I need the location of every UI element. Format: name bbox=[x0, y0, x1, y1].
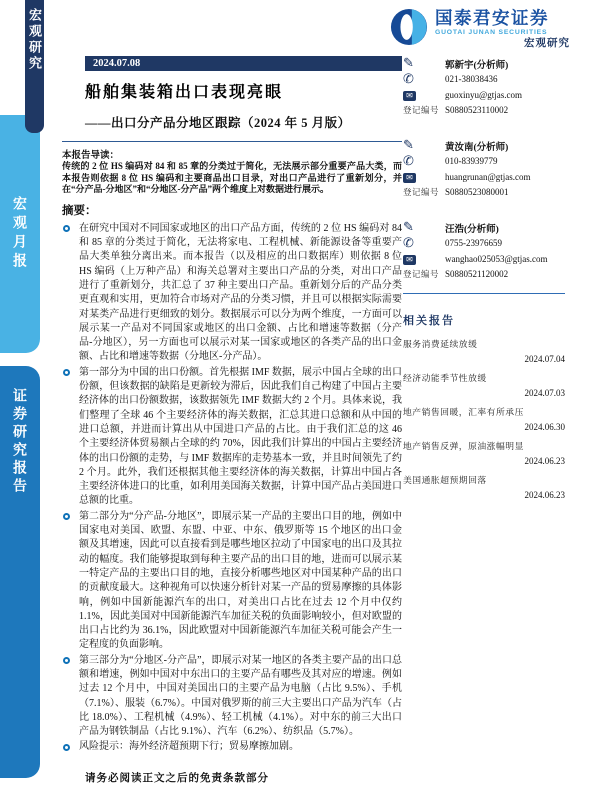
report-subtitle: ——出口分产品分地区跟踪（2024 年 5 月版） bbox=[85, 116, 351, 130]
brand-name-en: GUOTAI JUNAN SECURITIES bbox=[435, 29, 548, 36]
sidebar-tab-label: 宏观月报 bbox=[12, 196, 28, 272]
bullet-icon bbox=[63, 369, 70, 376]
analyst-phone: 021-38038436 bbox=[445, 74, 498, 85]
related-report-title: 经济动能季节性放缓 bbox=[403, 373, 487, 383]
sidebar-tab-label: 证券研究报告 bbox=[12, 388, 28, 496]
related-report-title: 服务消费延续放缓 bbox=[403, 339, 478, 349]
analyst-email: guoxinyu@gtjas.com bbox=[445, 89, 523, 100]
related-report-item bbox=[403, 337, 565, 364]
pen-icon: ✎ bbox=[403, 219, 414, 235]
bullet-text: 第三部分为“分地区-分产品”，即展示对某一地区的各类主要产品的出口总额和增速，例如中国对中东出口的主要产品有哪些及其对应的增速。例如过去 12 个月中，中国对美国出口的主要产品为电脑（占比 9.5%）、手机（7.1%）、服装（6.7%）。中国对俄罗斯的前三大主要出口产品为汽车（占比 18.0%）、工程机械（4.9%）、轻工机械（4.1%）。对中东的前三大出口产品为钢铁制品（占比 9.1%）、汽车（6.2%）、纺织品（5.7%）。 bbox=[79, 654, 402, 738]
sidebar-tab-macro-research bbox=[25, 0, 44, 133]
analyst-email: huangrunan@gtjas.com bbox=[445, 171, 531, 182]
abstract-label: 摘要： bbox=[62, 204, 97, 217]
analyst-name: 郭新宇(分析师) bbox=[445, 60, 509, 71]
phone-icon: ✆ bbox=[403, 152, 414, 168]
intro-text: 传统的 2 位 HS 编码对 84 和 85 章的分类过于简化，无法展示部分重要产品大类，而本报告则依据 8 位 HS 编码和主要商品出口目录，对出口产品进行了重新划分，并在“分产品-分地区”和“分地区-分产品”两个维度上对数据进行展示。 bbox=[62, 161, 402, 195]
sidebar-tab-securities-report bbox=[0, 366, 40, 778]
report-date-banner: 2024.07.08 bbox=[85, 56, 402, 71]
analyst-name: 黄汝南(分析师) bbox=[445, 142, 509, 153]
bullet-text: 第一部分为中国的出口份额。首先根据 IMF 数据，展示中国占全球的出口份额，但该数据的缺陷是更新较为滞后，因此我们自己构建了中国占主要经济体的出口份额数据，该数据领先 IMF 数据大约 2 个月。具体来说，我们整理了全球 46 个主要经济体的海关数据，汇总其进口总额和从中国的进口总额，并进而计算出从中国进口产品的占比。由于我们汇总的这 46 个主要经济体贸易额占全球的约 70%，因此我们计算出的中国占主要经济体的出口份额的走势，与 IMF 数据库的走势基本一致，并且时间领先了约 2 个月。此外，我们还根据其他主要经济体的海关数据，计算出中国占各主要经济体进口的比重，如利用美国海关数据，计算中国产品占美国进口总额的比重。 bbox=[79, 366, 402, 507]
pen-icon: ✎ bbox=[403, 55, 414, 71]
analyst-email: wanghao025053@gtjas.com bbox=[445, 253, 548, 264]
summary-bullet bbox=[62, 366, 402, 509]
related-report-title: 地产销售回暖，汇率有所承压 bbox=[403, 407, 524, 417]
pen-icon: ✎ bbox=[403, 137, 414, 153]
related-report-date: 2024.06.30 bbox=[524, 422, 565, 432]
report-section-label: 宏观研究 bbox=[524, 38, 570, 49]
intro-label: 本报告导读： bbox=[62, 151, 120, 161]
analyst-phone: 0755-23976659 bbox=[445, 238, 502, 249]
summary-bullet-list bbox=[62, 222, 402, 755]
bullet-icon bbox=[63, 225, 70, 232]
title-divider bbox=[62, 141, 402, 142]
registration-label: 登记编号 bbox=[403, 105, 440, 116]
right-column bbox=[403, 56, 565, 507]
mail-icon: ✉ bbox=[403, 89, 445, 101]
related-reports-heading: 相关报告 bbox=[403, 315, 455, 327]
report-title: 船舶集装箱出口表现亮眼 bbox=[85, 84, 284, 101]
registration-number: S0880523110002 bbox=[445, 105, 509, 116]
right-column-divider bbox=[403, 293, 565, 294]
related-report-date: 2024.06.23 bbox=[524, 490, 565, 500]
analyst-name: 汪浩(分析师) bbox=[445, 224, 499, 235]
disclaimer-footer: 请务必阅读正文之后的免责条款部分 bbox=[85, 773, 269, 784]
bullet-text: 第二部分为“分产品-分地区”，即展示某一产品的主要出口目的地，例如中国家电对美国、欧盟、东盟、中亚、中东、俄罗斯等 15 个地区的出口金额及其增速，因此可以直接看到是哪些地区拉动了中国家电的出口及其拉动的幅度。我们能够提取到每种主要产品的出口目的地，进而可以展示某一特定产品的主要出口目的地，直接分析哪些地区对中国某种产品的出口的贡献度最大。这种视角可以快速分析针对某一产品的贸易摩擦的具体影响，例如中国新能源汽车的出口，对美出口占比在过去 12 个月中仅约 1.1%，因此美国对中国新能源汽车加征关税的负面影响较小，但对欧盟的出口占比约为 36.1%，因此欧盟对中国新能源汽车加征关税可能会产生一定程度的负面影响。 bbox=[79, 510, 402, 651]
registration-number: S0880521120002 bbox=[445, 269, 509, 280]
bullet-icon bbox=[63, 744, 70, 751]
registration-number: S0880523080001 bbox=[445, 187, 509, 198]
bullet-icon bbox=[63, 513, 70, 520]
sidebar-tab-label: 宏观研究 bbox=[27, 8, 42, 72]
summary-bullet bbox=[62, 510, 402, 653]
related-report-item bbox=[403, 473, 565, 500]
phone-icon: ✆ bbox=[403, 70, 414, 86]
summary-bullet bbox=[62, 654, 402, 740]
sidebar-tab-macro-monthly bbox=[0, 115, 40, 353]
mail-icon: ✉ bbox=[403, 171, 445, 183]
company-logo-icon bbox=[390, 8, 428, 51]
analyst-block bbox=[403, 56, 565, 118]
bullet-text: 风险提示：海外经济超预期下行；贸易摩擦加剧。 bbox=[79, 741, 299, 753]
analyst-block bbox=[403, 138, 565, 200]
analyst-block bbox=[403, 220, 565, 282]
bullet-icon bbox=[63, 657, 70, 664]
registration-label: 登记编号 bbox=[403, 269, 440, 280]
summary-bullet bbox=[62, 222, 402, 365]
related-report-title: 美国通胀超预期回落 bbox=[403, 475, 487, 485]
related-report-date: 2024.07.03 bbox=[524, 388, 565, 398]
summary-bullet bbox=[62, 740, 402, 754]
phone-icon: ✆ bbox=[403, 234, 414, 250]
mail-icon: ✉ bbox=[403, 253, 445, 265]
related-report-item bbox=[403, 405, 565, 432]
related-report-date: 2024.07.04 bbox=[524, 354, 565, 364]
brand-name-cn: 国泰君安证券 bbox=[435, 8, 549, 28]
related-report-item bbox=[403, 439, 565, 466]
related-report-date: 2024.06.23 bbox=[524, 456, 565, 466]
main-column bbox=[62, 56, 402, 756]
bullet-text: 在研究中国对不同国家或地区的出口产品方面，传统的 2 位 HS 编码对 84 和 85 章的分类过于简化，无法将家电、工程机械、新能源设备等重要产品大类单独分离出来。而本报告（以及相应的出口数据库）则依据 8 位 HS 编码（上万种产品）和海关总署对主要出口产品的分类，对出口产品进行了重新划分，共汇总了 37 种主要出口产品。重新划分后的产品分类更直观和实用，更加符合市场对产品的分类习惯，并且可以根据实际需要对某类产品进行更细致的划分。数据展示可以分为两个维度，一方面可以展示某一产品对不同国家或地区的出口金额、占比和增速等数据（分产品-分地区），另一方面也可以展示对某一国家或地区的各类产品的出口金额、占比和增速等数据（分地区-分产品）。 bbox=[79, 222, 402, 363]
related-report-title: 地产销售反弹，原油涨幅明显 bbox=[403, 441, 524, 451]
related-report-item bbox=[403, 371, 565, 398]
analyst-phone: 010-83939779 bbox=[445, 156, 498, 167]
registration-label: 登记编号 bbox=[403, 187, 440, 198]
